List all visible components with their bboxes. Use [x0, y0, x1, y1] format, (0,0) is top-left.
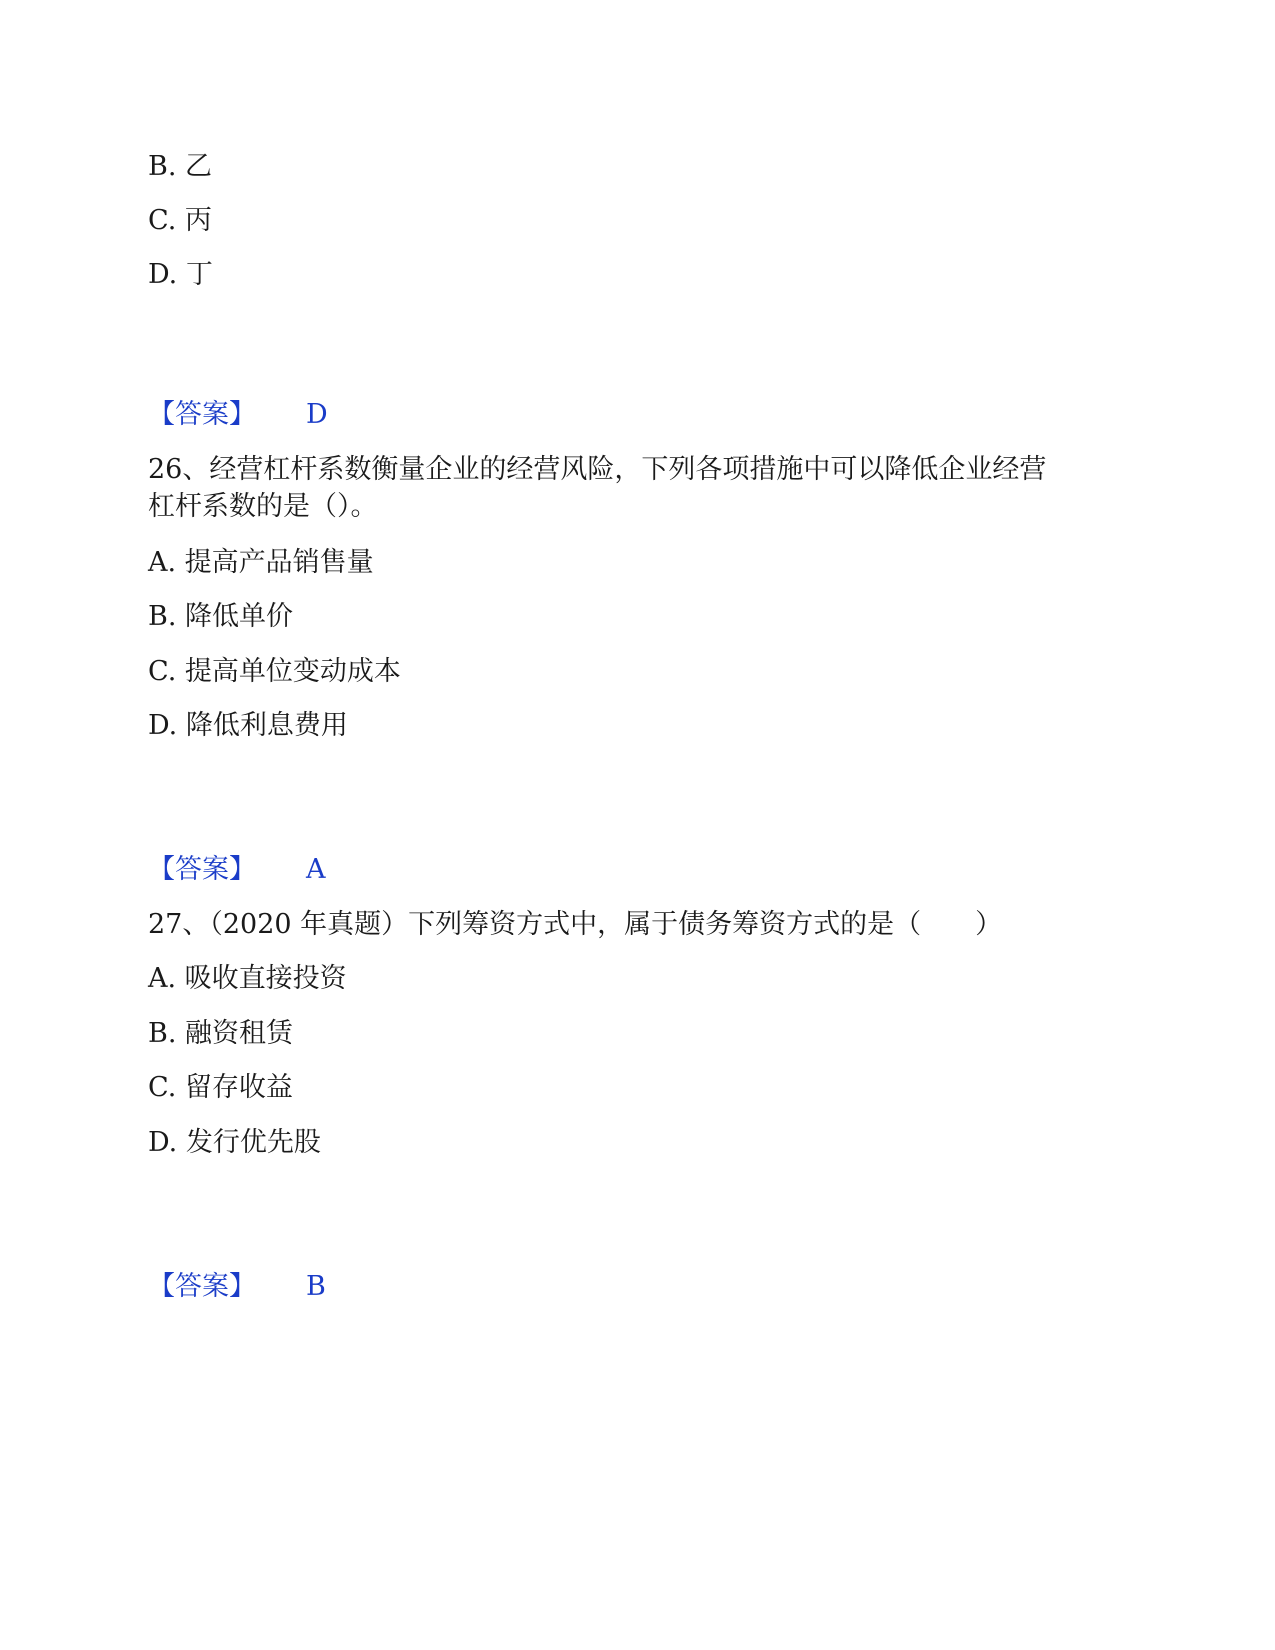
answer-label: 【答案】: [148, 1271, 256, 1302]
answer-label: 【答案】: [148, 399, 256, 430]
q26-answer: [148, 853, 326, 887]
q27-stem: 27、（2020 年真题）下列筹资方式中，属于债务筹资方式的是（ ）: [148, 909, 1003, 940]
q27-option-a: A. 吸收直接投资: [148, 963, 347, 994]
q25-option-d: D. 丁: [148, 259, 213, 290]
q26-stem-line1: 26、经营杠杆系数衡量企业的经营风险，下列各项措施中可以降低企业经营: [148, 454, 1047, 485]
q26-stem-line2: 杠杆系数的是（）。: [148, 491, 378, 522]
answer-value: D: [306, 399, 328, 430]
q26-option-d: D. 降低利息费用: [148, 710, 348, 741]
q27-option-c: C. 留存收益: [148, 1072, 293, 1103]
q25-option-b: B. 乙: [148, 151, 213, 182]
q26-option-a: A. 提高产品销售量: [148, 547, 374, 578]
q27-answer: [148, 1270, 326, 1304]
q25-answer: [148, 398, 328, 432]
q26-option-b: B. 降低单价: [148, 601, 294, 632]
q26-option-c: C. 提高单位变动成本: [148, 656, 401, 687]
q27-option-d: D. 发行优先股: [148, 1127, 321, 1158]
q27-option-b: B. 融资租赁: [148, 1018, 294, 1049]
answer-value: A: [306, 854, 326, 885]
q25-option-c: C. 丙: [148, 205, 212, 236]
answer-value: B: [306, 1271, 326, 1302]
answer-label: 【答案】: [148, 854, 256, 885]
